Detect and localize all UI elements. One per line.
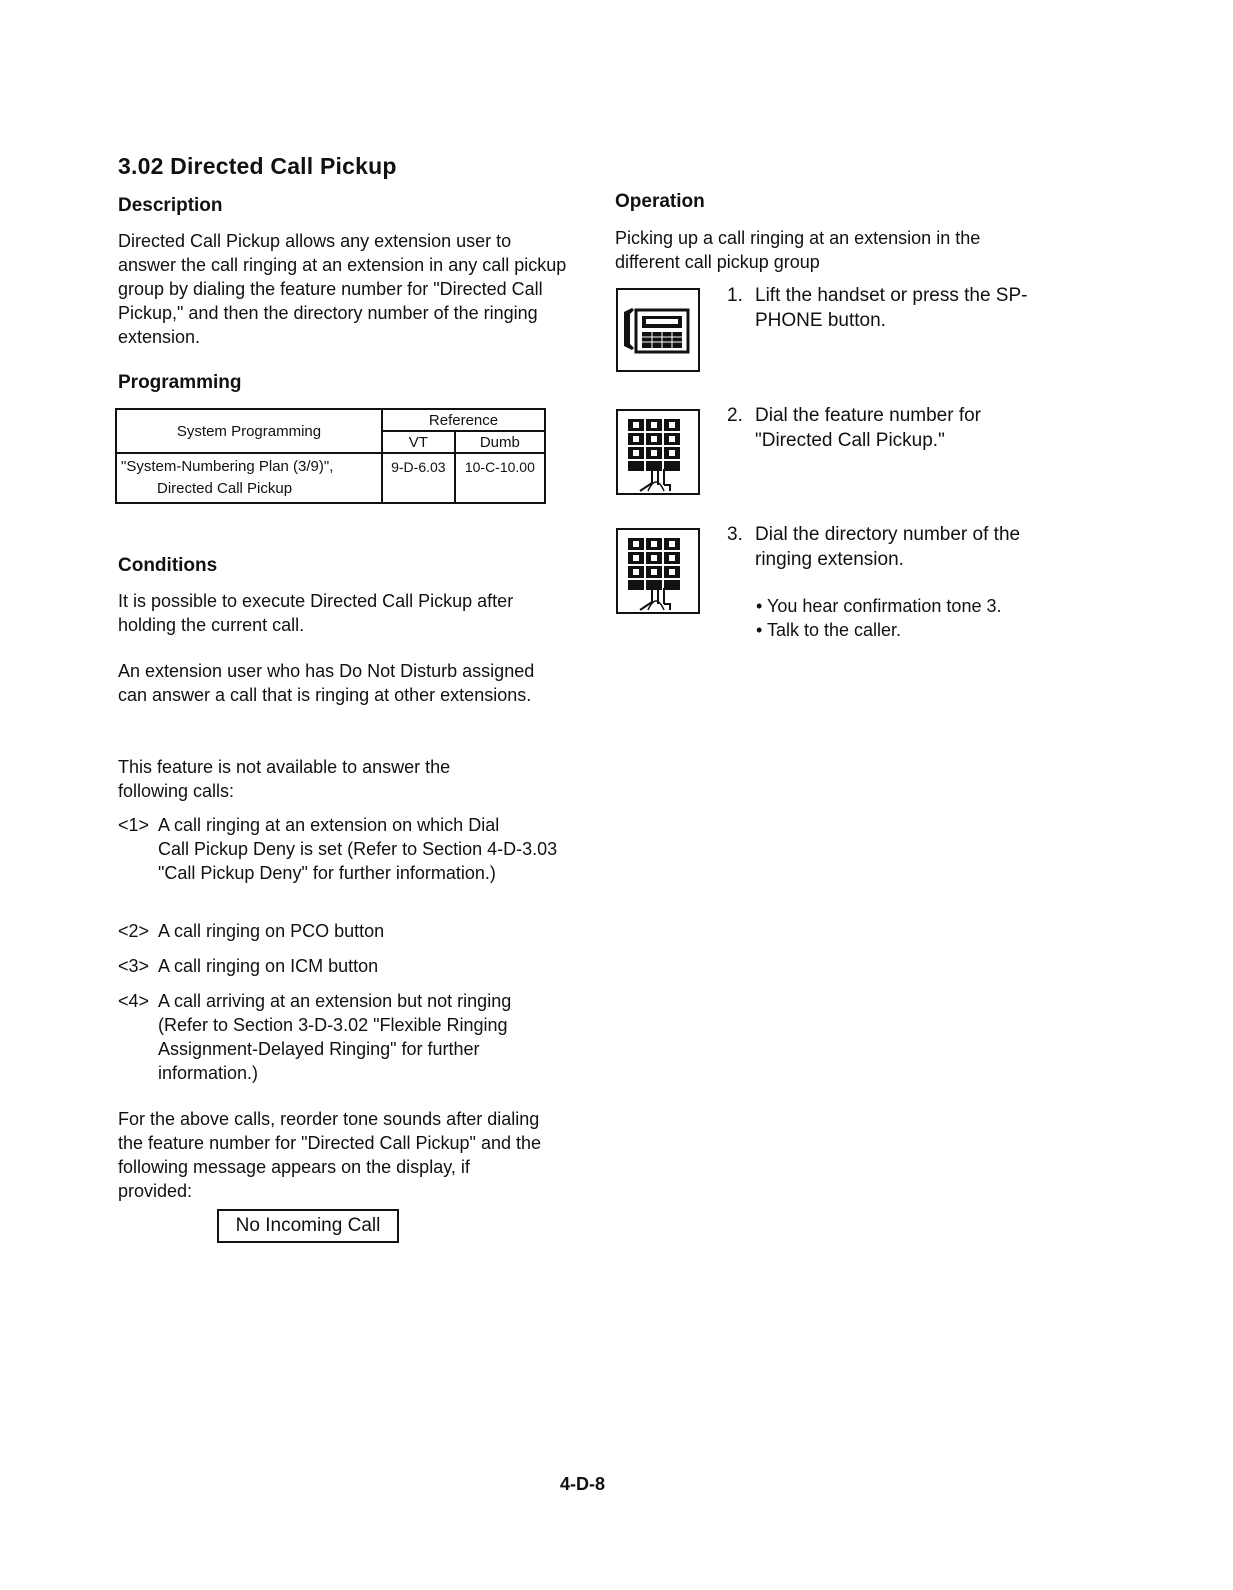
step-number: 1. [727, 285, 743, 306]
list-item [118, 989, 558, 1085]
list-item-tag: <3> [118, 956, 150, 976]
page-number: 4-D-8 [560, 1474, 606, 1494]
list-item [118, 954, 558, 978]
table-cell-dumb: 10-C-10.00 [455, 453, 545, 503]
description-text: Directed Call Pickup allows any extension user to answer the call ringing at an extension in any call pickup group by dialing the feature number for "Directed Call Pickup," and then the directory number of the ringing extension. [118, 231, 567, 347]
step-text: Lift the handset or press the SP- [755, 285, 1028, 306]
list-item-text: A call arriving at an extension but not ringing [158, 991, 512, 1011]
operation-step [727, 283, 1057, 333]
operation-heading: Operation [615, 191, 705, 212]
table-cell-vt: 9-D-6.03 [382, 453, 455, 503]
display-message-box: No Incoming Call [217, 1209, 399, 1243]
operation-intro: Picking up a call ringing at an extension in the different call pickup group [615, 228, 981, 272]
table-cell-item [116, 453, 382, 503]
table-row [116, 453, 545, 503]
list-item: • Talk to the caller. [756, 618, 1056, 642]
step-text: Dial the feature number for [755, 405, 982, 426]
step-number: 2. [727, 405, 743, 426]
telephone-icon [616, 288, 700, 372]
list-item-tag: <4> [118, 991, 150, 1011]
list-item [118, 813, 558, 885]
column-header-vt: VT [382, 431, 455, 453]
step-text-continued: "Directed Call Pickup." [755, 430, 945, 451]
list-item-detail: Call Pickup Deny is set (Refer to Section 4-D-3.03 "Call Pickup Deny" for further information.) [158, 839, 558, 883]
list-item: • You hear confirmation tone 3. [756, 594, 1056, 618]
operation-step [727, 403, 1057, 453]
conditions-para-4: For the above calls, reorder tone sounds after dialing the feature number for "Directed Call Pickup" and the following message appears on the display, if provided: [118, 1109, 541, 1201]
conditions-heading: Conditions [118, 555, 218, 576]
description-heading: Description [118, 195, 223, 216]
column-header-dumb: Dumb [455, 431, 545, 453]
operation-bullet-list [756, 594, 1056, 642]
conditions-para-1: It is possible to execute Directed Call Pickup after holding the current call. [118, 591, 514, 635]
list-item-text: A call ringing on ICM button [158, 956, 379, 976]
list-item-text: A call ringing on PCO button [158, 921, 385, 941]
programming-table [115, 408, 546, 504]
list-item-text: A call ringing at an extension on which Dial [158, 815, 500, 835]
conditions-para-3: This feature is not available to answer the following calls: [118, 757, 451, 801]
item-line-2: Directed Call Pickup [157, 480, 293, 497]
programming-heading: Programming [118, 372, 242, 393]
list-item-detail: (Refer to Section 3-D-3.02 "Flexible Ringing Assignment-Delayed Ringing" for further information.) [158, 1015, 508, 1083]
step-text: Dial the directory number of the [755, 524, 1021, 545]
step-text-continued: PHONE button. [755, 310, 886, 331]
list-item [118, 919, 558, 943]
conditions-para-2: An extension user who has Do Not Disturb assigned can answer a call that is ringing at other extensions. [118, 661, 535, 705]
step-text-continued: ringing extension. [755, 549, 904, 570]
section-title: 3.02 Directed Call Pickup [118, 153, 397, 179]
item-line-1: "System-Numbering Plan (3/9)", [121, 458, 334, 475]
list-item-tag: <2> [118, 921, 150, 941]
operation-step [727, 522, 1057, 572]
column-header-reference: Reference [382, 409, 545, 431]
column-header-system-programming: System Programming [116, 409, 382, 453]
keypad-icon [616, 409, 700, 495]
step-number: 3. [727, 524, 743, 545]
keypad-icon [616, 528, 700, 614]
list-item-tag: <1> [118, 815, 150, 835]
